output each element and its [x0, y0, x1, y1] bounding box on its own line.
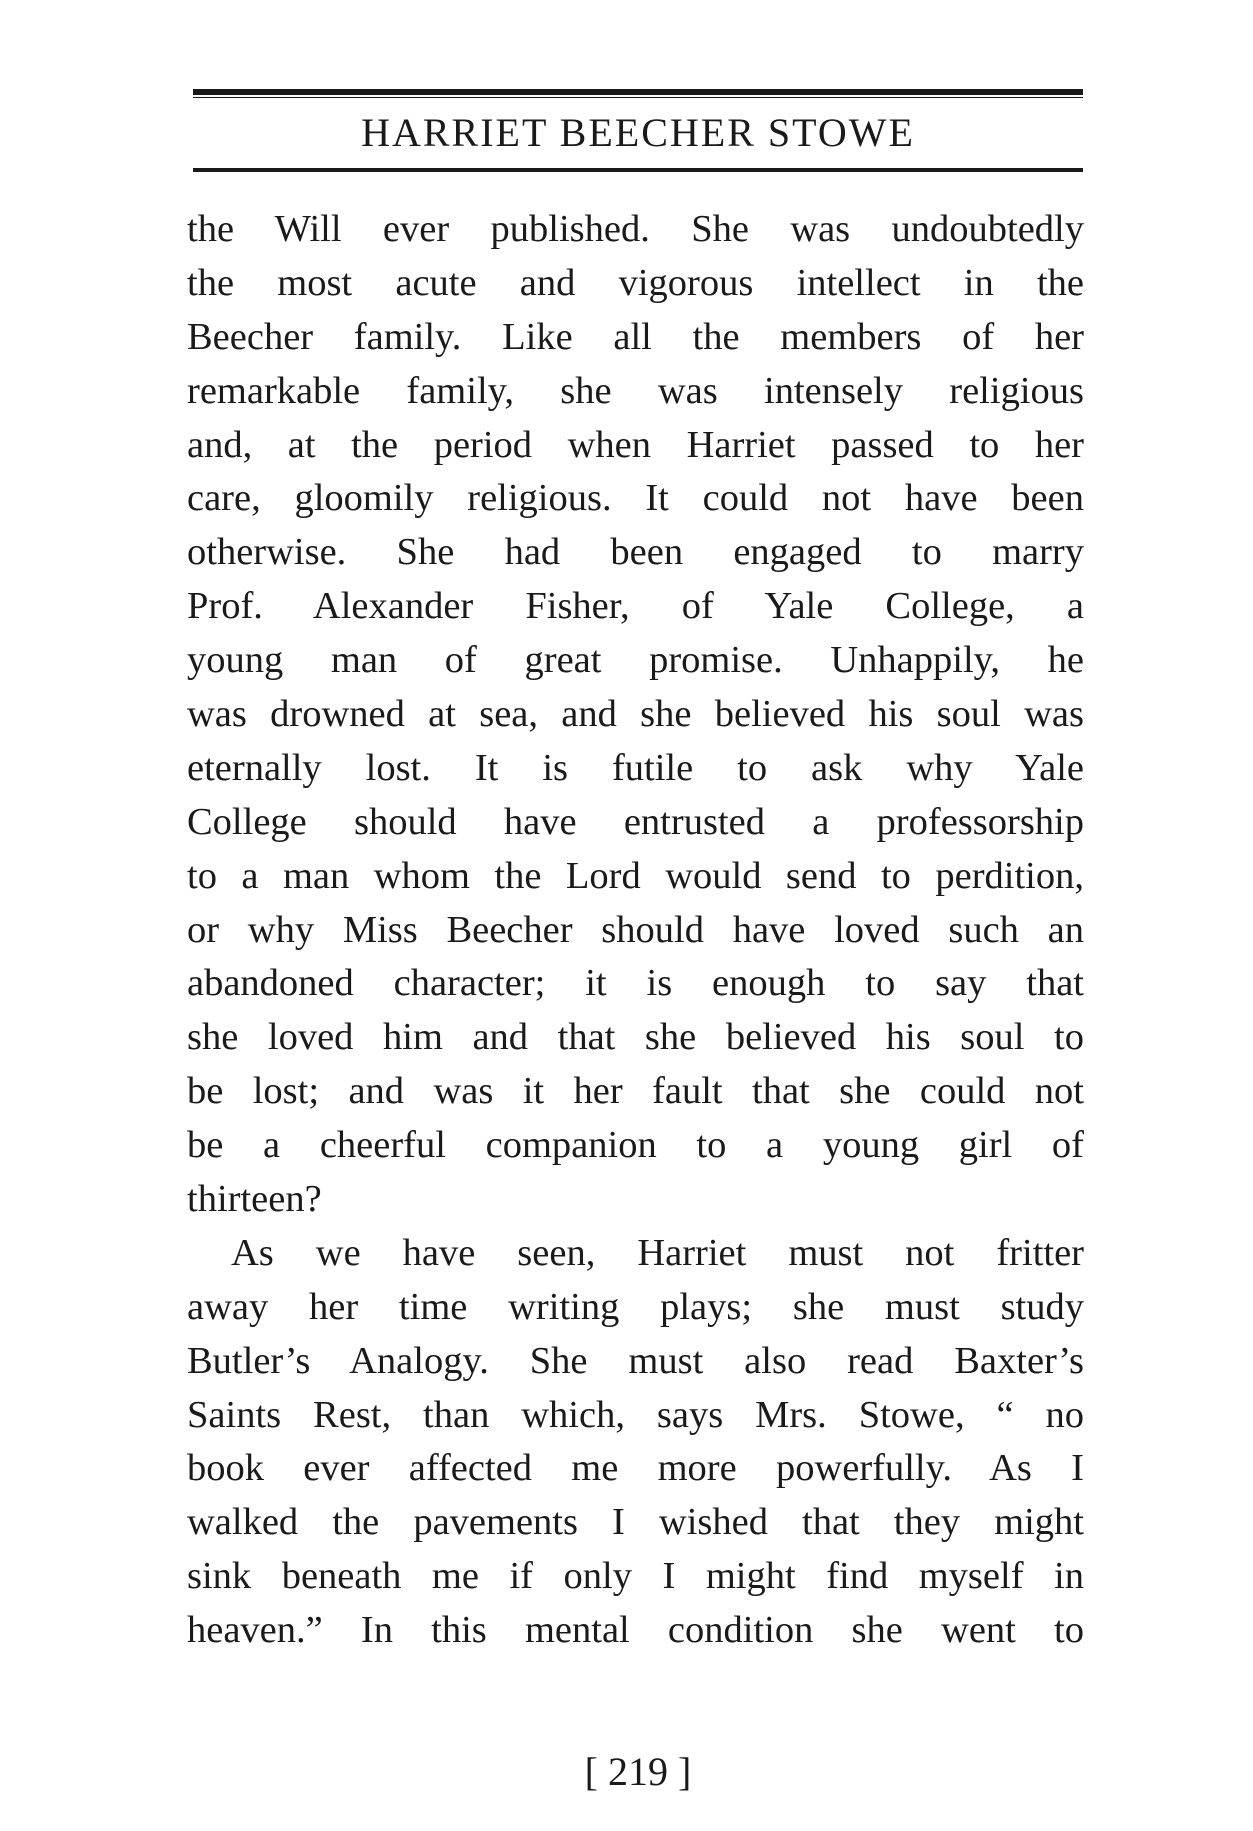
text-line: Butler’s Analogy. She must also read Baxter’s — [187, 1339, 1084, 1382]
text-line: heaven.” In this mental condition she went to — [187, 1609, 1084, 1652]
text-line: thirteen? — [187, 1178, 322, 1221]
text-line: or why Miss Beecher should have loved such an — [187, 908, 1084, 951]
text-line: young man of great promise. Unhappily, he — [187, 639, 1084, 682]
text-line: As we have seen, Harriet must not fritter — [231, 1231, 1084, 1274]
text-line: abandoned character; it is enough to say that — [187, 962, 1084, 1005]
text-line: sink beneath me if only I might find myself in — [187, 1555, 1084, 1598]
text-line: remarkable family, she was intensely religious — [187, 369, 1084, 412]
top-rule — [193, 89, 1083, 95]
text-line: was drowned at sea, and she believed his soul was — [187, 693, 1084, 736]
text-line: Saints Rest, than which, says Mrs. Stowe, “ no — [187, 1393, 1084, 1436]
text-line: care, gloomily religious. It could not have been — [187, 477, 1084, 520]
text-line: and, at the period when Harriet passed to her — [187, 423, 1084, 466]
text-line: book ever affected me more powerfully. As I — [187, 1447, 1084, 1490]
head-underline-rule — [193, 168, 1083, 172]
text-line: Prof. Alexander Fisher, of Yale College, a — [187, 585, 1084, 628]
text-line: be lost; and was it her fault that she could not — [187, 1070, 1084, 1113]
text-line: the Will ever published. She was undoubtedly — [187, 208, 1084, 250]
text-line: otherwise. She had been engaged to marry — [187, 531, 1084, 574]
text-line: walked the pavements I wished that they might — [187, 1501, 1084, 1544]
text-line: she loved him and that she believed his soul to — [187, 1016, 1084, 1059]
page-number: [ 219 ] — [584, 1749, 692, 1794]
text-line: to a man whom the Lord would send to perdition, — [187, 854, 1084, 897]
text-line: College should have entrusted a professorship — [187, 800, 1084, 843]
body-text — [187, 203, 1084, 1658]
top-rule-thin — [193, 97, 1083, 98]
text-line: away her time writing plays; she must study — [187, 1285, 1084, 1328]
text-line: the most acute and vigorous intellect in the — [187, 261, 1084, 304]
text-line: eternally lost. It is futile to ask why Yale — [187, 746, 1084, 789]
text-line: Beecher family. Like all the members of her — [187, 315, 1084, 358]
running-head: HARRIET BEECHER STOWE — [361, 110, 915, 155]
text-line: be a cheerful companion to a young girl of — [187, 1124, 1084, 1167]
